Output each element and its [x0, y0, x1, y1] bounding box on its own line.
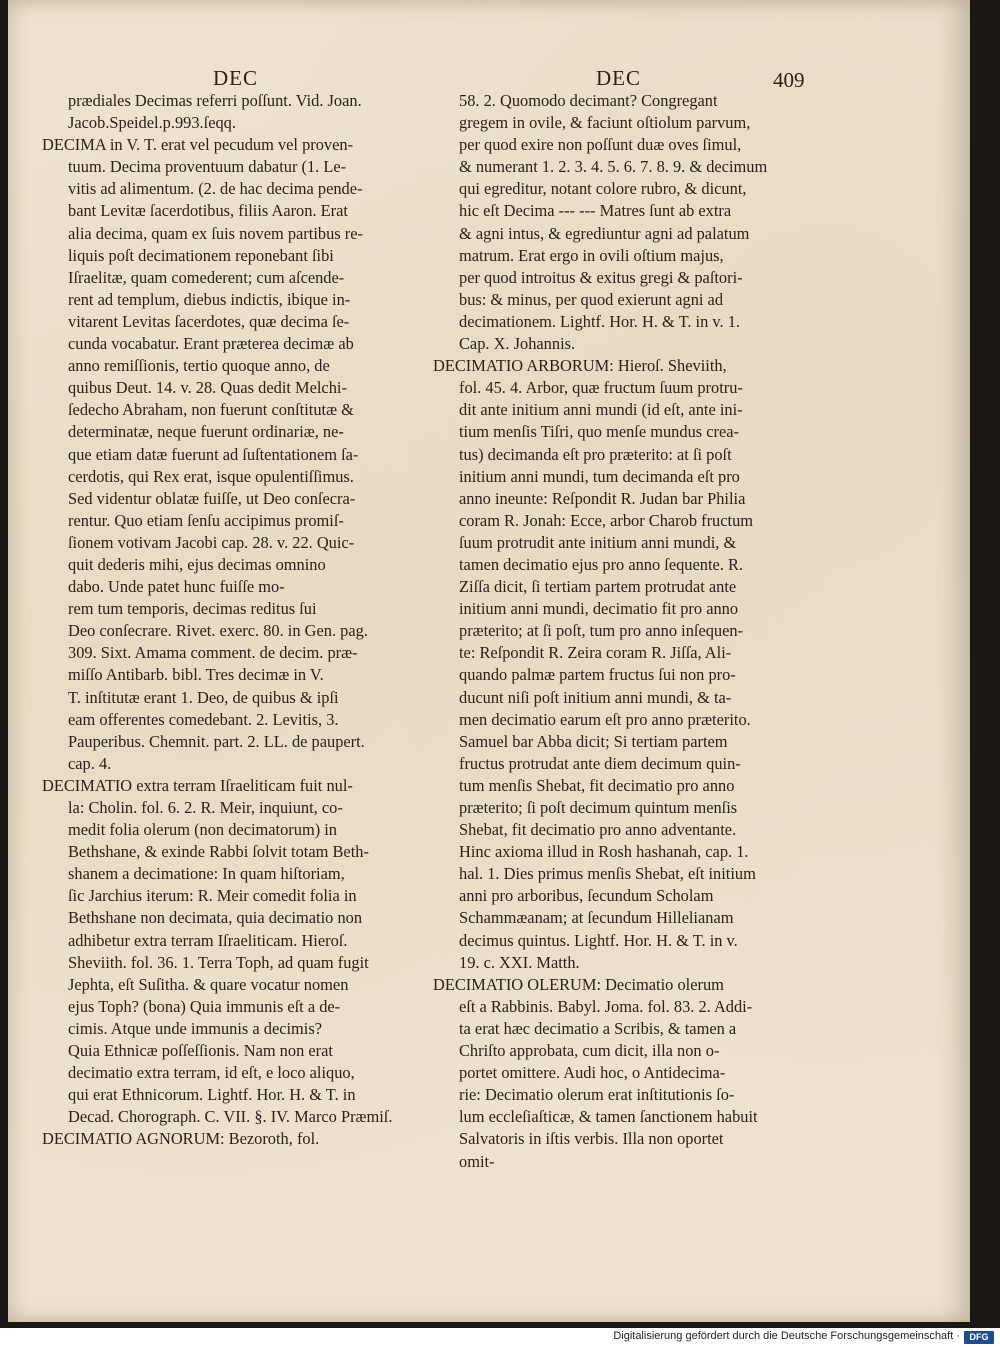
text-line: Decad. Chorograph. C. VII. §. IV. Marco Præmiſ.	[68, 1107, 393, 1127]
text-line: tuum. Decima proventuum dabatur (1. Le-	[68, 157, 347, 177]
text-line: Sed videntur oblatæ fuiſſe, ut Deo conſecra-	[68, 488, 356, 508]
text-line: cimis. Atque unde immunis a decimis?	[68, 1018, 323, 1038]
text-line: bant Levitæ ſacerdotibus, filiis Aaron. Erat	[68, 201, 348, 221]
text-line: fol. 45. 4. Arbor, quæ fructum ſuum protru-	[459, 378, 743, 398]
text-line: dit ante initium anni mundi (id eſt, ante ini-	[459, 400, 743, 420]
text-line: Ziſſa dicit, ſi tertiam partem protrudat ante	[459, 577, 737, 597]
text-line: initium anni mundi, decimatio fit pro anno	[459, 599, 739, 619]
text-line: Salvatoris in iſtis verbis. Illa non oportet	[459, 1129, 724, 1149]
text-line: omit-	[459, 1151, 495, 1171]
text-line: adhibetur extra terram Iſraeliticam. Hieroſ.	[68, 930, 348, 950]
text-line: qui egreditur, notant colore rubro, & dicunt,	[459, 179, 747, 199]
text-line: rie: Decimatio olerum erat inſtitutionis ſo-	[459, 1085, 735, 1105]
page-number: 409	[773, 68, 805, 92]
text-line: & numerant 1. 2. 3. 4. 5. 6. 7. 8. 9. & decimum	[459, 157, 768, 177]
text-line: tamen decimatio ejus pro anno ſequente. R.	[459, 554, 744, 574]
text-line: initium anni mundi, tum decimanda eſt pro	[459, 466, 740, 486]
text-line: 19. c. XXI. Matth.	[459, 952, 580, 972]
text-line: DECIMATIO ARBORUM: Hieroſ. Sheviith,	[433, 356, 727, 376]
text-line: DECIMATIO AGNORUM: Bezoroth, fol.	[42, 1129, 320, 1149]
text-line: & agni intus, & egrediuntur agni ad palatum	[459, 223, 750, 243]
text-line: Jacob.Speidel.p.993.ſeqq.	[68, 113, 236, 133]
text-line: prædiales Decimas referri poſſunt. Vid. Joan.	[68, 91, 362, 110]
text-line: matrum. Erat ergo in ovili oſtium majus,	[459, 245, 724, 265]
text-line: eſt a Rabbinis. Babyl. Joma. fol. 83. 2. Addi-	[459, 996, 753, 1016]
digitization-footer	[0, 1328, 1000, 1347]
left-text-column	[42, 90, 413, 1151]
left-running-head: DEC	[213, 66, 258, 90]
text-line: decimatio extra terram, id eſt, e loco aliquo,	[68, 1063, 355, 1083]
text-line: men decimatio earum eſt pro anno præterito.	[459, 709, 751, 729]
text-line: hic eſt Decima --- --- Matres ſunt ab extra	[459, 201, 732, 221]
text-line: 309. Sixt. Amama comment. de decim. præ-	[68, 643, 358, 663]
text-line: quit dederis mihi, ejus decimas omnino	[68, 554, 326, 574]
text-line: medit folia olerum (non decimatorum) in	[68, 820, 338, 840]
text-line: Iſraelitæ, quam comederent; cum aſcende-	[68, 267, 345, 287]
text-line: per quod exire non poſſunt duæ oves ſimul,	[459, 135, 742, 155]
text-line: præterito; at ſi poſt, tum pro anno inſequen-	[459, 621, 744, 641]
text-line: Jephta, eſt Suſitha. & quare vocatur nomen	[68, 974, 349, 994]
text-line: Chriſto approbata, cum dicit, illa non o-	[459, 1041, 720, 1061]
text-line: bus: & minus, per quod exierunt agni ad	[459, 289, 724, 309]
text-line: 58. 2. Quomodo decimant? Congregant	[459, 91, 718, 110]
text-line: cerdotis, qui Rex erat, isque opulentiſſimus.	[68, 466, 354, 486]
text-line: tus) decimanda eſt pro præterito: at ſi poſt	[459, 444, 732, 464]
text-line: vitis ad alimentum. (2. de hac decima pende-	[68, 179, 363, 199]
text-line: rent ad templum, diebus indictis, ibique in-	[68, 289, 351, 309]
text-line: Samuel bar Abba dicit; Si tertiam partem	[459, 731, 728, 751]
text-line: T. inſtitutæ erant 1. Deo, de quibus & ipſi	[68, 687, 339, 707]
text-line: cunda vocabatur. Erant præterea decimæ ab	[68, 334, 354, 354]
dfg-logo: DFG	[964, 1331, 994, 1344]
text-line: alia decima, quam ex ſuis novem partibus re-	[68, 223, 363, 243]
text-line: Sheviith. fol. 36. 1. Terra Toph, ad quam fugit	[68, 952, 369, 972]
text-line: quibus Deut. 14. v. 28. Quas dedit Melchi-	[68, 378, 347, 398]
text-line: ducunt niſi poſt initium anni mundi, & ta-	[459, 687, 732, 707]
text-line: tum menſis Shebat, fit decimatio pro anno	[459, 775, 735, 795]
text-line: DECIMA in V. T. erat vel pecudum vel proven-	[42, 135, 354, 155]
text-line: dabo. Unde patet hunc fuiſſe mo-	[68, 577, 285, 597]
text-line: te: Reſpondit R. Zeira coram R. Jiſſa, Ali-	[459, 643, 732, 663]
text-line: anni pro arboribus, ſecundum Scholam	[459, 886, 714, 906]
text-line: Hinc axioma illud in Rosh hashanah, cap. 1.	[459, 842, 749, 862]
text-line: shanem a decimatione: In quam hiſtoriam,	[68, 864, 345, 884]
text-line: que etiam datæ fuerunt ad ſuſtentationem ſa-	[68, 444, 359, 464]
text-line: Quia Ethnicæ poſſeſſionis. Nam non erat	[68, 1041, 333, 1061]
text-line: ta erat hæc decimatio a Scribis, & tamen a	[459, 1018, 737, 1038]
text-line: Pauperibus. Chemnit. part. 2. LL. de paupert.	[68, 731, 365, 751]
text-line: quando palmæ partem fructus ſui non pro-	[459, 665, 736, 685]
text-line: Deo conſecrare. Rivet. exerc. 80. in Gen. pag.	[68, 621, 368, 641]
text-line: Shebat, fit decimatio pro anno adventante.	[459, 820, 737, 840]
text-line: Schammæanam; at ſecundum Hillelianam	[459, 908, 734, 928]
text-line: rem tum temporis, decimas reditus ſui	[68, 599, 317, 619]
text-line: DECIMATIO OLERUM: Decimatio olerum	[433, 974, 724, 994]
text-line: vitarent Levitas ſacerdotes, quæ decima ſe-	[68, 311, 350, 331]
text-line: per quod introitus & exitus gregi & paſtori-	[459, 267, 743, 287]
text-line: decimus quintus. Lightf. Hor. H. & T. in v.	[459, 930, 738, 950]
text-line: ſuum protrudit ante initium anni mundi, &	[459, 532, 737, 552]
text-line: qui erat Ethnicorum. Lightf. Hor. H. & T. in	[68, 1085, 356, 1105]
text-line: lum eccleſiaſticæ, & tamen ſanctionem habuit	[459, 1107, 758, 1127]
text-line: DECIMATIO extra terram Iſraeliticam fuit nul-	[42, 775, 353, 795]
text-line: gregem in ovile, & faciunt oſtiolum parvum,	[459, 113, 751, 133]
text-line: liquis poſt decimationem reponebant ſibi	[68, 245, 334, 265]
text-line: tium menſis Tiſri, quo menſe mundus crea-	[459, 422, 739, 442]
text-line: Bethshane, & exinde Rabbi ſolvit totam Beth-	[68, 842, 369, 862]
text-line: miſſo Antibarb. bibl. Tres decimæ in V.	[68, 665, 324, 685]
text-line: rentur. Quo etiam ſenſu accipimus promiſ-	[68, 510, 344, 530]
funding-note: Digitalisierung gefördert durch die Deutsche Forschungsgemeinschaft ·	[613, 1330, 960, 1342]
text-line: decimationem. Lightf. Hor. H. & T. in v. 1.	[459, 311, 741, 331]
text-line: ejus Toph? (bona) Quia immunis eſt a de-	[68, 996, 341, 1016]
text-line: ſionem votivam Jacobi cap. 28. v. 22. Quic-	[68, 532, 355, 552]
text-line: præterito; ſi poſt decimum quintum menſis	[459, 798, 738, 817]
text-line: cap. 4.	[68, 753, 112, 773]
right-running-head: DEC	[596, 66, 641, 90]
text-line: fructus protrudat ante diem decimum quin-	[459, 753, 741, 773]
text-line: hal. 1. Dies primus menſis Shebat, eſt initium	[459, 864, 756, 884]
text-line: anno remiſſionis, tertio quoque anno, de	[68, 356, 330, 376]
text-line: ſic Jarchius iterum: R. Meir comedit folia in	[68, 886, 357, 906]
text-line: portet omittere. Audi hoc, o Antidecima-	[459, 1063, 726, 1083]
text-line: anno ineunte: Reſpondit R. Judan bar Philia	[459, 488, 746, 508]
text-line: ſedecho Abraham, non fuerunt conſtitutæ &	[68, 400, 354, 420]
right-text-column	[433, 90, 805, 1173]
text-line: Cap. X. Johannis.	[459, 334, 576, 354]
text-line: eam offerentes comedebant. 2. Levitis, 3.	[68, 709, 339, 729]
text-line: Bethshane non decimata, quia decimatio non	[68, 908, 363, 928]
running-header	[8, 58, 970, 90]
book-page	[8, 0, 970, 1322]
text-line: la: Cholin. fol. 6. 2. R. Meir, inquiunt, co-	[68, 798, 343, 817]
text-line: determinatæ, neque fuerunt ordinariæ, ne-	[68, 422, 344, 442]
text-line: coram R. Jonah: Ecce, arbor Charob fructum	[459, 510, 754, 530]
